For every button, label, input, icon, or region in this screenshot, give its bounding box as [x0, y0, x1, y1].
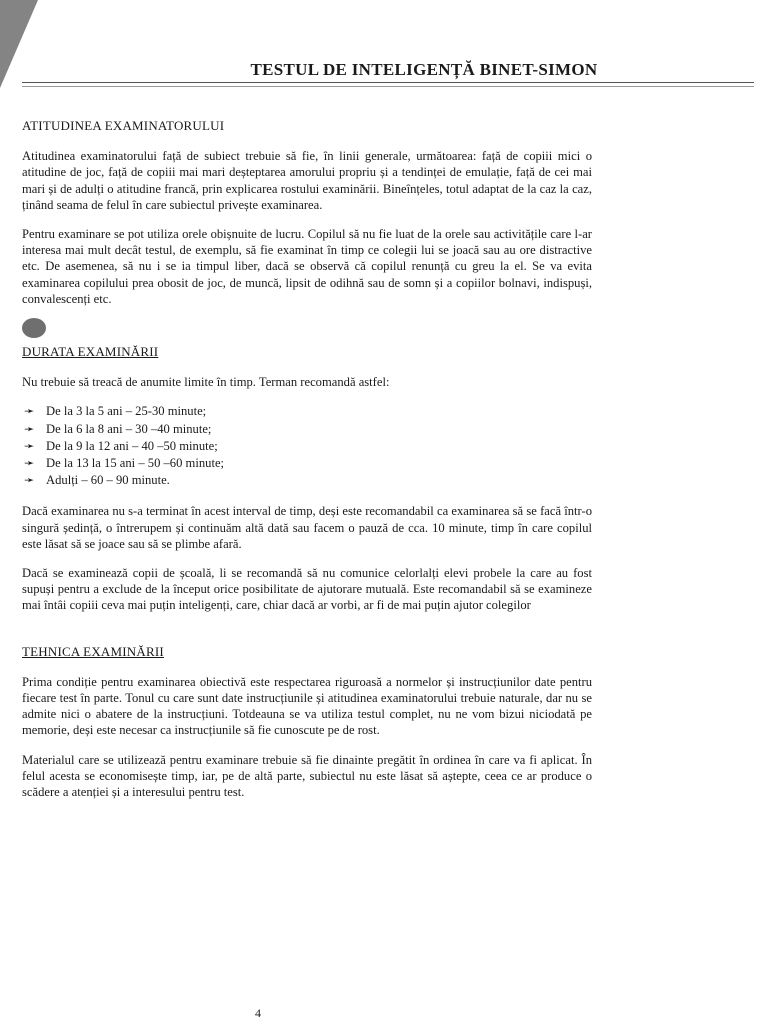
time-limits-list — [22, 403, 592, 488]
list-item: ➛ De la 3 la 5 ani – 25-30 minute; — [24, 404, 207, 419]
list-item: ➛ De la 9 la 12 ani – 40 –50 minute; — [24, 438, 218, 453]
heading-duration: DURATA EXAMINĂRII — [22, 344, 159, 360]
list-item: ➛ De la 6 la 8 ani – 30 –40 minute; — [24, 421, 212, 436]
paragraph-duration-intro: Nu trebuie să treacă de anumite limite în timp. Terman recomandă astfel: — [22, 375, 390, 390]
title-rule-top — [22, 82, 754, 83]
heading-attitude: ATITUDINEA EXAMINATORULUI — [22, 118, 225, 133]
paragraph-technique-1: Prima condiție pentru examinarea obiectivă este respectarea riguroasă a normelor și instrucțiunilor date pentru fiecare test în parte. Tonul cu care sunt date instrucțiunile și atitudinea examinatorului trebuie naturale, dar nu se admite nici o abatere de la instrucțiuni. Totdeauna se va utiliza testul complet, nu ne vom bizui niciodată pe memorie, deși este necesar ca instrucțiunile să fie cunoscute pe de rost. — [22, 674, 592, 738]
document-body — [22, 118, 592, 813]
paragraph-attitude-1: Atitudinea examinatorului față de subiect trebuie să fie, în linii generale, următoarea: față de copiii mici o atitudine de joc, față de copiii mai mari deșteptarea amorului propriu și a tendinței de emulație, față de cei mai mari și de adulți o atitudine francă, prin explicarea rostului examinării. Bineînțeles, totul adaptat de la caz la caz, ținând seama de felul în care subiectul privește examinarea. — [22, 149, 592, 212]
page-number: 4 — [255, 1006, 261, 1020]
paragraph-duration-2: Dacă se examinează copii de școală, li se recomandă să nu comunice celorlalți elevi probele la care au fost supuși pentru a exclude de la început orice posibilitate de ajutorare mutuală. Este recomandabil să se examineze mai întâi copiii ceva mai puțin inteligenți, care, chiar dacă ar vorbi, ar fi de mai puțin ajutor colegilor — [22, 566, 592, 613]
paragraph-technique-2: Materialul care se utilizează pentru examinare trebuie să fie dinainte pregătit în ordinea în care va fi aplicat. În felul acesta se economisește timp, iar, pe de altă parte, subiectul nu este lăsat să aștepte, ceea ce ar produce o scădere a atenției și a interesului pentru test. — [22, 752, 592, 800]
heading-technique: TEHNICA EXAMINĂRII — [22, 643, 164, 659]
page-title: TESTUL DE INTELIGENȚĂ BINET-SIMON — [250, 60, 598, 79]
paragraph-attitude-2: Pentru examinare se pot utiliza orele obișnuite de lucru. Copilul să nu fie luat de la orele sau activitățile care l-ar interesa mai mult decât testul, de exemplu, să fie examinat în timp ce colegii lui se joacă sau au ore distractive etc. De asemenea, să nu i se ia timpul liber, dacă se observă că copilul renunță cu greu la el. Se va evita examinarea copilului prea obosit de joc, de muncă, lipsit de odihnă sau de somn și a copiilor bolnavi, indispuși, convalescenți etc. — [22, 227, 592, 306]
paragraph-duration-1: Dacă examinarea nu s-a terminat în acest interval de timp, deși este recomandabil ca examinarea să se facă într-o singură ședință, o întrerupem și continuăm altă dată sau facem o pauză de cca. 10 minute, timp în care copilul este lăsat să se joace sau să se plimbe afară. — [22, 504, 592, 551]
list-item: ➛ Adulți – 60 – 90 minute. — [24, 473, 170, 488]
list-item: ➛ De la 13 la 15 ani – 50 –60 minute; — [24, 456, 225, 471]
ink-blot — [22, 318, 592, 342]
title-rule-bottom — [22, 86, 754, 87]
